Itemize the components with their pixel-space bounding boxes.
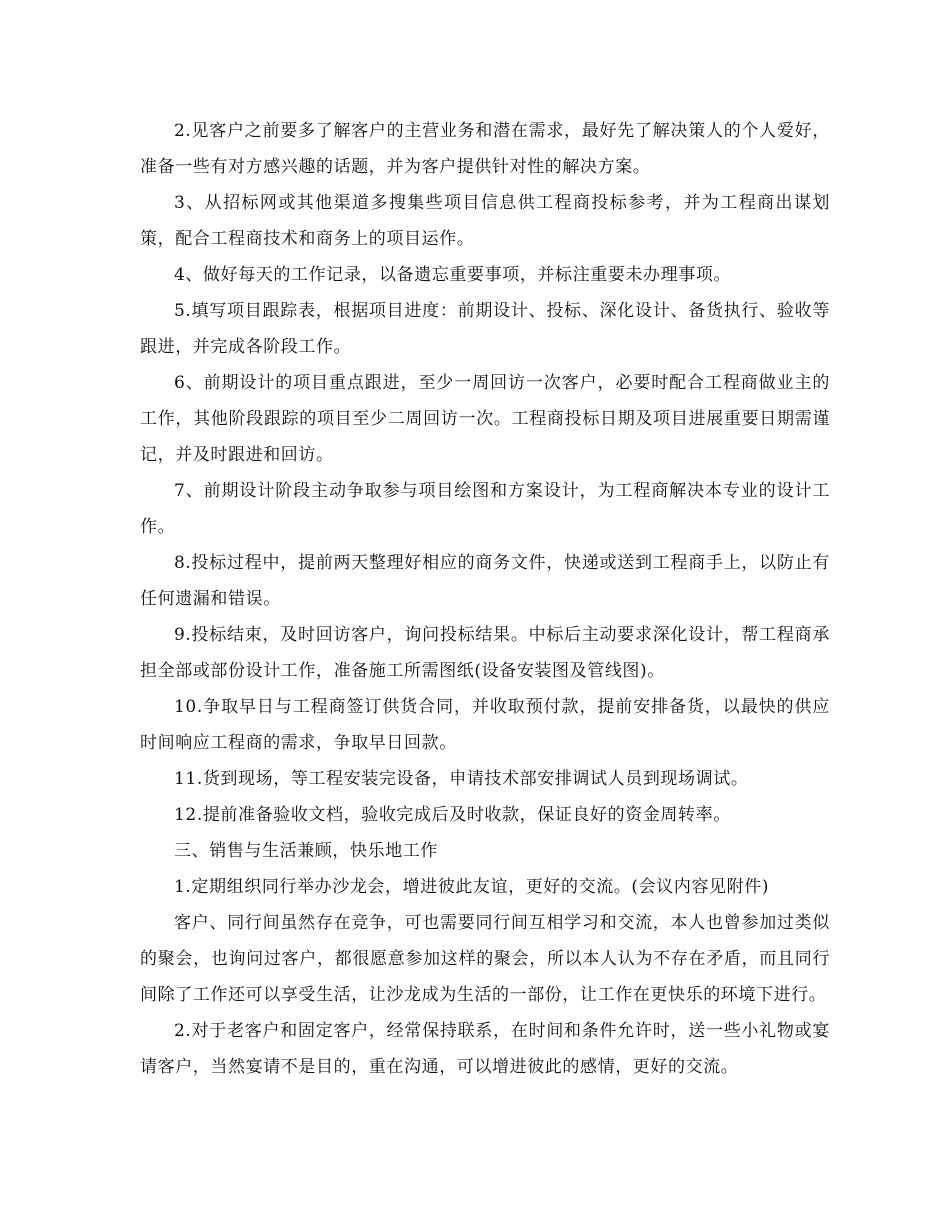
paragraph-salon-explanation: 客户、同行间虽然存在竞争，可也需要同行间互相学习和交流，本人也曾参加过类似的聚会，也询问过客户，都很愿意参加这样的聚会，所以本人认为不存在矛盾，而且同行间除了工作还可以享受生活，让沙龙成为生活的一部份，让工作在更快乐的环境下进行。 <box>140 913 830 1005</box>
paragraph-item-12-acceptance: 12.提前准备验收文档，验收完成后及时收款，保证良好的资金周转率。 <box>174 805 731 825</box>
paragraph-item-7-design-stage: 7、前期设计阶段主动争取参与项目绘图和方案设计，为工程商解决本专业的设计工作。 <box>140 481 830 537</box>
paragraph-item-5-tracking-table: 5.填写项目跟踪表，根据项目进度：前期设计、投标、深化设计、备货执行、验收等跟进，并完成各阶段工作。 <box>140 301 830 357</box>
paragraph-item-6-follow-up: 6、前期设计的项目重点跟进，至少一周回访一次客户，必要时配合工程商做业主的工作，其他阶段跟踪的项目至少二周回访一次。工程商投标日期及项目进展重要日期需谨记，并及时跟进和回访。 <box>140 373 830 465</box>
paragraph-item-11-onsite-debug: 11.货到现场，等工程安装完设备，申请技术部安排调试人员到现场调试。 <box>174 769 749 789</box>
paragraph-item-9-bid-result: 9.投标结束，及时回访客户，询问投标结果。中标后主动要求深化设计，帮工程商承担全部或部份设计工作，准备施工所需图纸(设备安装图及管线图)。 <box>140 625 830 681</box>
paragraph-item-2-client-research: 2.见客户之前要多了解客户的主营业务和潜在需求，最好先了解决策人的个人爱好，准备一些有对方感兴趣的话题，并为客户提供针对性的解决方案。 <box>140 121 830 177</box>
section-heading-three: 三、销售与生活兼顾，快乐地工作 <box>174 841 438 861</box>
document-body <box>140 113 830 1085</box>
paragraph-item-4-work-record: 4、做好每天的工作记录，以备遗忘重要事项，并标注重要未办理事项。 <box>174 265 732 285</box>
paragraph-item-8-bidding-process: 8.投标过程中，提前两天整理好相应的商务文件，快递或送到工程商手上，以防止有任何遗漏和错误。 <box>140 553 830 609</box>
paragraph-item-10-supply-contract: 10.争取早日与工程商签订供货合同，并收取预付款，提前安排备货，以最快的供应时间响应工程商的需求，争取早日回款。 <box>140 697 830 753</box>
paragraph-item-1-salon: 1.定期组织同行举办沙龙会，增进彼此友谊，更好的交流。(会议内容见附件) <box>174 877 770 897</box>
paragraph-item-3-project-info: 3、从招标网或其他渠道多搜集些项目信息供工程商投标参考，并为工程商出谋划策，配合工程商技术和商务上的项目运作。 <box>140 193 830 249</box>
paragraph-item-2-old-clients: 2.对于老客户和固定客户，经常保持联系，在时间和条件允许时，送一些小礼物或宴请客户，当然宴请不是目的，重在沟通，可以增进彼此的感情，更好的交流。 <box>140 1021 830 1077</box>
